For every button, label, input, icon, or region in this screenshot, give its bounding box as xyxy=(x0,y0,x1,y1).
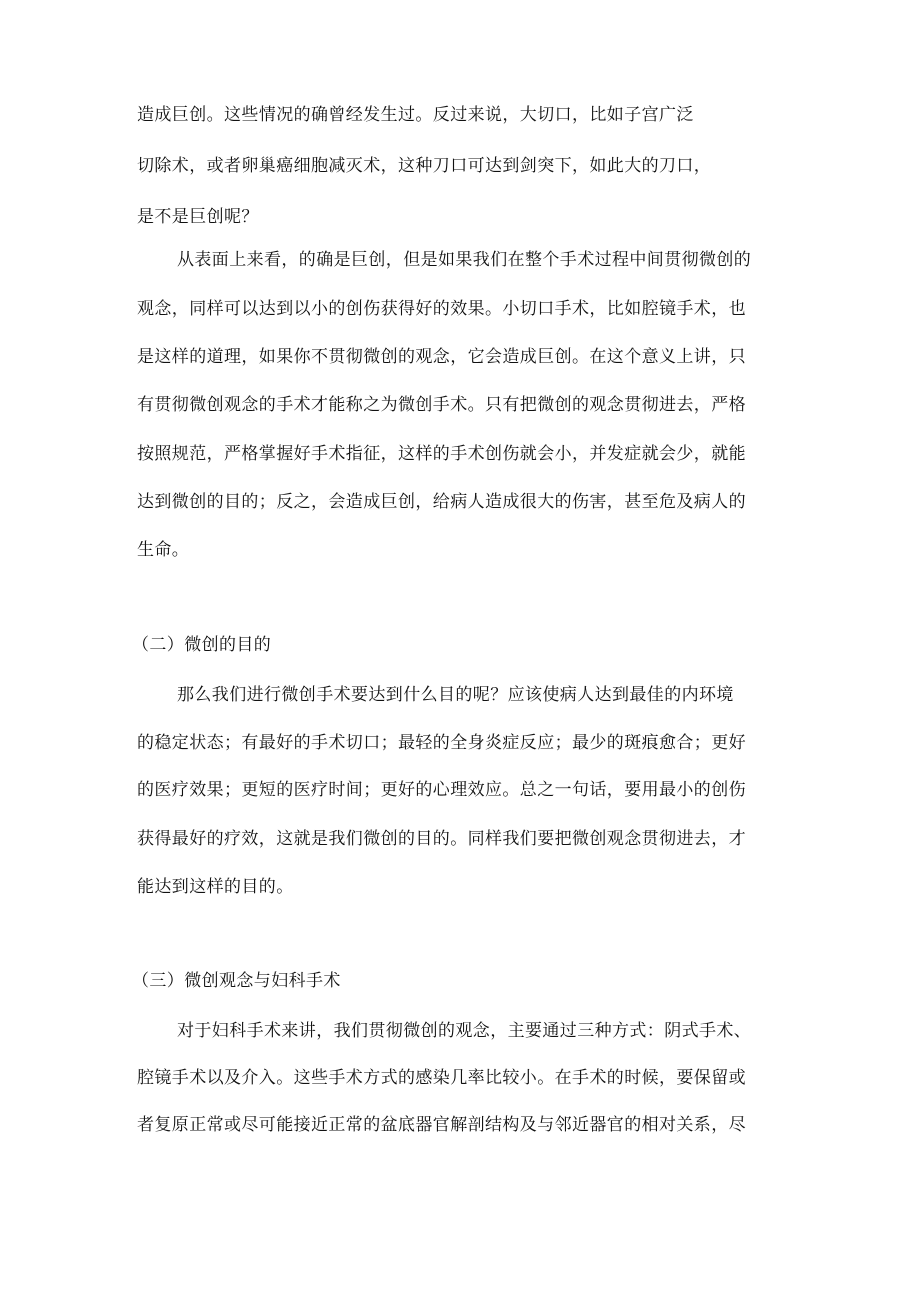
paragraph-line: 者复原正常或尽可能接近正常的盆底器官解剖结构及与邻近器官的相对关系，尽 xyxy=(137,1115,746,1135)
paragraph-line: 观念，同样可以达到以小的创伤获得好的效果。小切口手术，比如腔镜手术，也 xyxy=(137,299,746,319)
paragraph-line: 生命。 xyxy=(137,540,190,560)
section-heading: （二）微创的目的 xyxy=(132,635,272,655)
paragraph-line: 切除术，或者卵巢癌细胞减灭术，这种刀口可达到剑突下，如此大的刀口， xyxy=(137,156,712,176)
paragraph-line: 造成巨创。这些情况的确曾经发生过。反过来说，大切口，比如子宫广泛 xyxy=(137,105,694,125)
paragraph-line: 按照规范，严格掌握好手术指征，这样的手术创伤就会小，并发症就会少，就能 xyxy=(137,444,746,464)
paragraph-line: 腔镜手术以及介入。这些手术方式的感染几率比较小。在手术的时候，要保留或 xyxy=(137,1068,746,1088)
paragraph-line: 获得最好的疗效，这就是我们微创的目的。同样我们要把微创观念贯彻进去，才 xyxy=(137,829,746,849)
paragraph-line: 是这样的道理，如果你不贯彻微创的观念，它会造成巨创。在这个意义上讲，只 xyxy=(137,347,746,367)
paragraph-line: 的医疗效果；更短的医疗时间；更好的心理效应。总之一句话，要用最小的创伤 xyxy=(137,780,746,800)
paragraph-line: 是不是巨创呢？ xyxy=(137,207,259,227)
paragraph-line: 有贯彻微创观念的手术才能称之为微创手术。只有把微创的观念贯彻进去，严格 xyxy=(137,395,746,415)
paragraph-line: 从表面上来看，的确是巨创，但是如果我们在整个手术过程中间贯彻微创的 xyxy=(177,250,752,270)
paragraph-line: 对于妇科手术来讲，我们贯彻微创的观念，主要通过三种方式：阴式手术、 xyxy=(177,1021,752,1041)
paragraph-line: 能达到这样的目的。 xyxy=(137,877,294,897)
paragraph-line: 那么我们进行微创手术要达到什么目的呢？应该使病人达到最佳的内环境 xyxy=(177,685,734,705)
section-heading: （三）微创观念与妇科手术 xyxy=(132,971,341,991)
paragraph-line: 达到微创的目的；反之，会造成巨创，给病人造成很大的伤害，甚至危及病人的 xyxy=(137,492,746,512)
paragraph-line: 的稳定状态；有最好的手术切口；最轻的全身炎症反应；最少的斑痕愈合；更好 xyxy=(137,733,746,753)
